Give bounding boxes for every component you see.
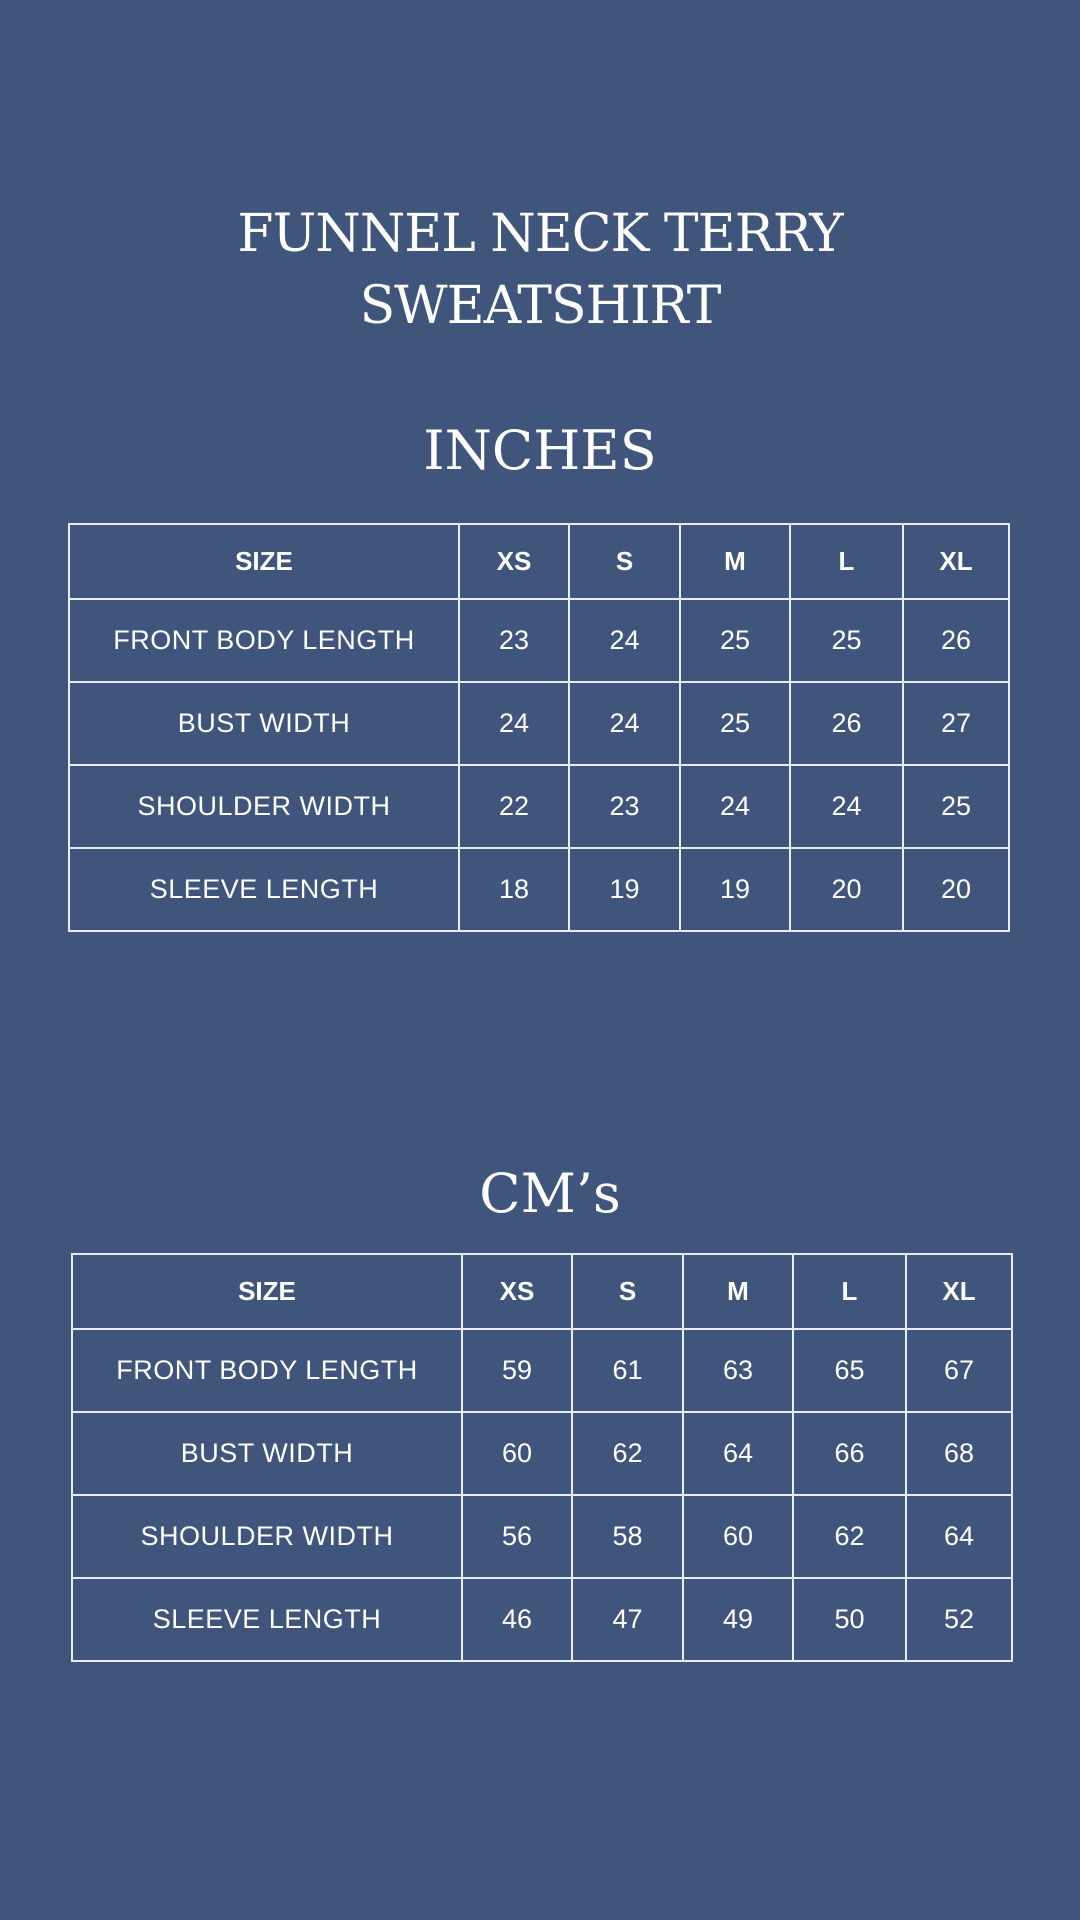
- table-cell: 24: [790, 765, 903, 848]
- row-label: SHOULDER WIDTH: [69, 765, 459, 848]
- column-header-l: L: [793, 1254, 906, 1329]
- table-cell: 24: [459, 682, 569, 765]
- cms-size-table: [71, 1253, 1013, 1662]
- table-cell: 56: [462, 1495, 572, 1578]
- table-cell: 19: [569, 848, 680, 931]
- table-cell: 61: [572, 1329, 683, 1412]
- table-cell: 26: [903, 599, 1009, 682]
- table-cell: 25: [790, 599, 903, 682]
- table-cell: 63: [683, 1329, 793, 1412]
- table-cell: 47: [572, 1578, 683, 1661]
- column-header-s: S: [572, 1254, 683, 1329]
- table-cell: 23: [569, 765, 680, 848]
- page-title: [0, 198, 1080, 342]
- table-row: [72, 1329, 1012, 1412]
- table-cell: 60: [462, 1412, 572, 1495]
- table-cell: 18: [459, 848, 569, 931]
- table-cell: 20: [903, 848, 1009, 931]
- column-header-size: SIZE: [72, 1254, 462, 1329]
- table-cell: 67: [906, 1329, 1012, 1412]
- table-cell: 46: [462, 1578, 572, 1661]
- table-row: [69, 765, 1009, 848]
- table-cell: 25: [680, 599, 790, 682]
- table-row: [72, 1412, 1012, 1495]
- table-header-row: [72, 1254, 1012, 1329]
- row-label: BUST WIDTH: [69, 682, 459, 765]
- column-header-m: M: [683, 1254, 793, 1329]
- table-cell: 24: [569, 682, 680, 765]
- table-row: [69, 682, 1009, 765]
- table-row: [72, 1495, 1012, 1578]
- table-cell: 24: [569, 599, 680, 682]
- table-cell: 50: [793, 1578, 906, 1661]
- table-header-row: [69, 524, 1009, 599]
- table-cell: 62: [793, 1495, 906, 1578]
- table-cell: 49: [683, 1578, 793, 1661]
- table-cell: 25: [903, 765, 1009, 848]
- table-cell: 59: [462, 1329, 572, 1412]
- column-header-xs: XS: [462, 1254, 572, 1329]
- table-cell: 25: [680, 682, 790, 765]
- table-cell: 62: [572, 1412, 683, 1495]
- table-cell: 66: [793, 1412, 906, 1495]
- row-label: SLEEVE LENGTH: [69, 848, 459, 931]
- row-label: FRONT BODY LENGTH: [69, 599, 459, 682]
- column-header-xl: XL: [906, 1254, 1012, 1329]
- page-title-line-1: FUNNEL NECK TERRY: [237, 204, 843, 264]
- table-cell: 64: [906, 1495, 1012, 1578]
- table-cell: 27: [903, 682, 1009, 765]
- column-header-xs: XS: [459, 524, 569, 599]
- page-title-line-2: SWEATSHIRT: [359, 276, 721, 336]
- table-cell: 19: [680, 848, 790, 931]
- table-cell: 65: [793, 1329, 906, 1412]
- table-cell: 23: [459, 599, 569, 682]
- table-cell: 64: [683, 1412, 793, 1495]
- table-cell: 22: [459, 765, 569, 848]
- column-header-size: SIZE: [69, 524, 459, 599]
- table-cell: 68: [906, 1412, 1012, 1495]
- cms-heading: CM’s: [479, 1162, 621, 1225]
- row-label: SLEEVE LENGTH: [72, 1578, 462, 1661]
- table-cell: 24: [680, 765, 790, 848]
- column-header-s: S: [569, 524, 680, 599]
- table-cell: 58: [572, 1495, 683, 1578]
- table-cell: 26: [790, 682, 903, 765]
- column-header-m: M: [680, 524, 790, 599]
- row-label: SHOULDER WIDTH: [72, 1495, 462, 1578]
- table-cell: 60: [683, 1495, 793, 1578]
- inches-heading: INCHES: [423, 419, 657, 482]
- table-cell: 52: [906, 1578, 1012, 1661]
- table-row: [69, 599, 1009, 682]
- column-header-xl: XL: [903, 524, 1009, 599]
- column-header-l: L: [790, 524, 903, 599]
- table-row: [69, 848, 1009, 931]
- table-cell: 20: [790, 848, 903, 931]
- row-label: FRONT BODY LENGTH: [72, 1329, 462, 1412]
- row-label: BUST WIDTH: [72, 1412, 462, 1495]
- inches-size-table: [68, 523, 1010, 932]
- table-row: [72, 1578, 1012, 1661]
